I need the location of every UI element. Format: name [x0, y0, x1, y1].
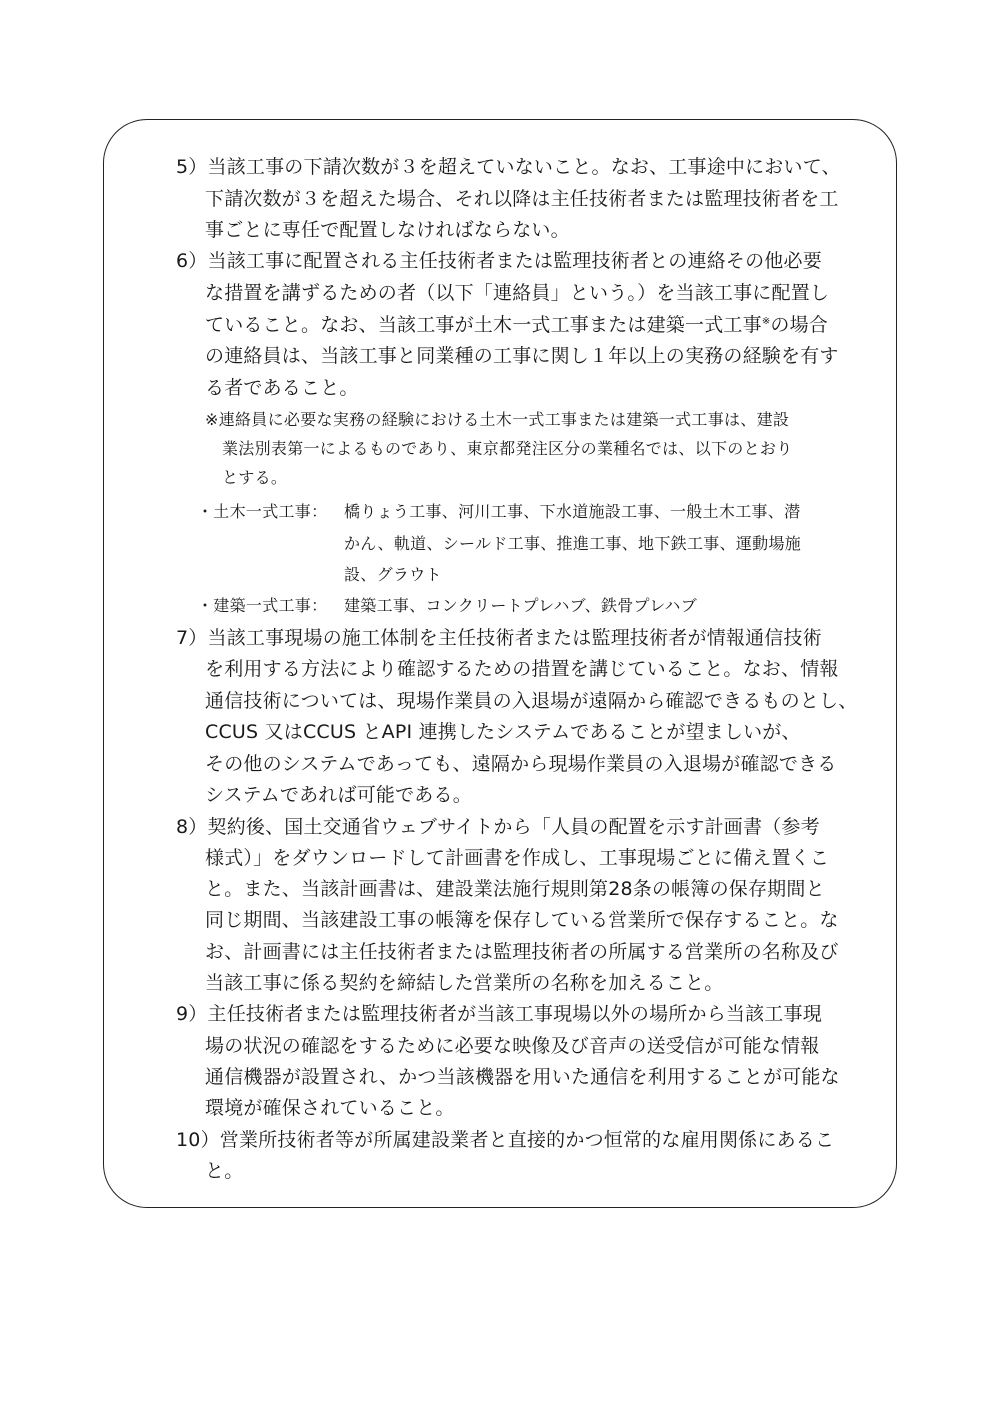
item-8-line-2: 様式）」をダウンロードして計画書を作成し、工事現場ごとに備え置くこ: [205, 847, 830, 869]
item-5-line-3: 事ごとに専任で配置しなければならない。: [205, 219, 570, 241]
item-7-line-4: CCUS 又はCCUS とAPI 連携したシステムであることが望ましいが、: [205, 721, 801, 743]
bullet-building-label: ・建築一式工事：: [197, 596, 328, 615]
note-line-3: とする。: [222, 468, 288, 487]
item-8-line-1: 8）契約後、国土交通省ウェブサイトから「人員の配置を示す計画書（参考: [176, 816, 820, 838]
item-7-line-2: を利用する方法により確認するための措置を講じていること。なお、情報: [205, 658, 839, 680]
item-9-line-1: 9）主任技術者または監理技術者が当該工事現場以外の場所から当該工事現: [176, 1003, 822, 1025]
item-9-line-3: 通信機器が設置され、かつ当該機器を用いた通信を利用することが可能な: [205, 1066, 840, 1088]
footnote-mark: ※: [761, 316, 771, 327]
note-line-1: ※連絡員に必要な実務の経験における土木一式工事または建築一式工事は、建設: [205, 410, 790, 429]
bullet-civil-line-2: かん、軌道、シールド工事、推進工事、地下鉄工事、運動場施: [344, 534, 802, 553]
bullet-building-line-1: 建築工事、コンクリートプレハブ、鉄骨プレハブ: [344, 596, 698, 615]
item-9-line-4: 環境が確保されていること。: [205, 1097, 455, 1119]
item-8-line-5: お、計画書には主任技術者または監理技術者の所属する営業所の名称及び: [205, 941, 839, 963]
item-10-line-2: と。: [205, 1160, 244, 1182]
item-7-line-3: 通信技術については、現場作業員の入退場が遠隔から確認できるものとし、: [205, 690, 858, 712]
item-6-line-5: る者であること。: [205, 377, 359, 399]
item-8-line-6: 当該工事に係る契約を締結した営業所の名称を加えること。: [205, 972, 724, 994]
item-6-line-3: [205, 313, 828, 337]
item-6-line-4: の連絡員は、当該工事と同業種の工事に関し１年以上の実務の経験を有す: [205, 345, 839, 367]
item-6-line-3-text-b: の場合: [770, 314, 829, 336]
item-10-line-1: 10）営業所技術者等が所属建設業者と直接的かつ恒常的な雇用関係にあるこ: [176, 1129, 835, 1151]
item-5-line-2: 下請次数が３を超えた場合、それ以降は主任技術者または監理技術者を工: [205, 188, 839, 210]
item-8-line-3: と。また、当該計画書は、建設業法施行規則第28条の帳簿の保存期間と: [205, 878, 825, 900]
item-7-line-1: 7）当該工事現場の施工体制を主任技術者または監理技術者が情報通信技術: [176, 627, 822, 649]
item-7-line-5: その他のシステムであっても、遠隔から現場作業員の入退場が確認できる: [205, 753, 837, 775]
item-9-line-2: 場の状況の確認をするために必要な映像及び音声の送受信が可能な情報: [205, 1035, 820, 1057]
bullet-civil-line-3: 設、グラウト: [344, 565, 442, 584]
bullet-civil-label: ・土木一式工事：: [197, 502, 328, 521]
item-8-line-4: 同じ期間、当該建設工事の帳簿を保存している営業所で保存すること。な: [205, 909, 839, 931]
item-6-line-1: 6）当該工事に配置される主任技術者または監理技術者との連絡その他必要: [176, 250, 822, 272]
item-6-line-3-text-a: ていること。なお、当該工事が土木一式工事または建築一式工事: [205, 314, 762, 336]
item-5-line-1: 5）当該工事の下請次数が３を超えていないこと。なお、工事途中において、: [176, 156, 841, 178]
item-7-line-6: システムであれば可能である。: [205, 784, 472, 806]
note-line-2: 業法別表第一によるものであり、東京都発注区分の業種名では、以下のとおり: [222, 439, 793, 458]
bullet-civil-line-1: 橋りょう工事、河川工事、下水道施設工事、一般土木工事、潜: [344, 502, 801, 521]
item-6-line-2: な措置を講ずるための者（以下「連絡員」という。）を当該工事に配置し: [205, 282, 830, 304]
